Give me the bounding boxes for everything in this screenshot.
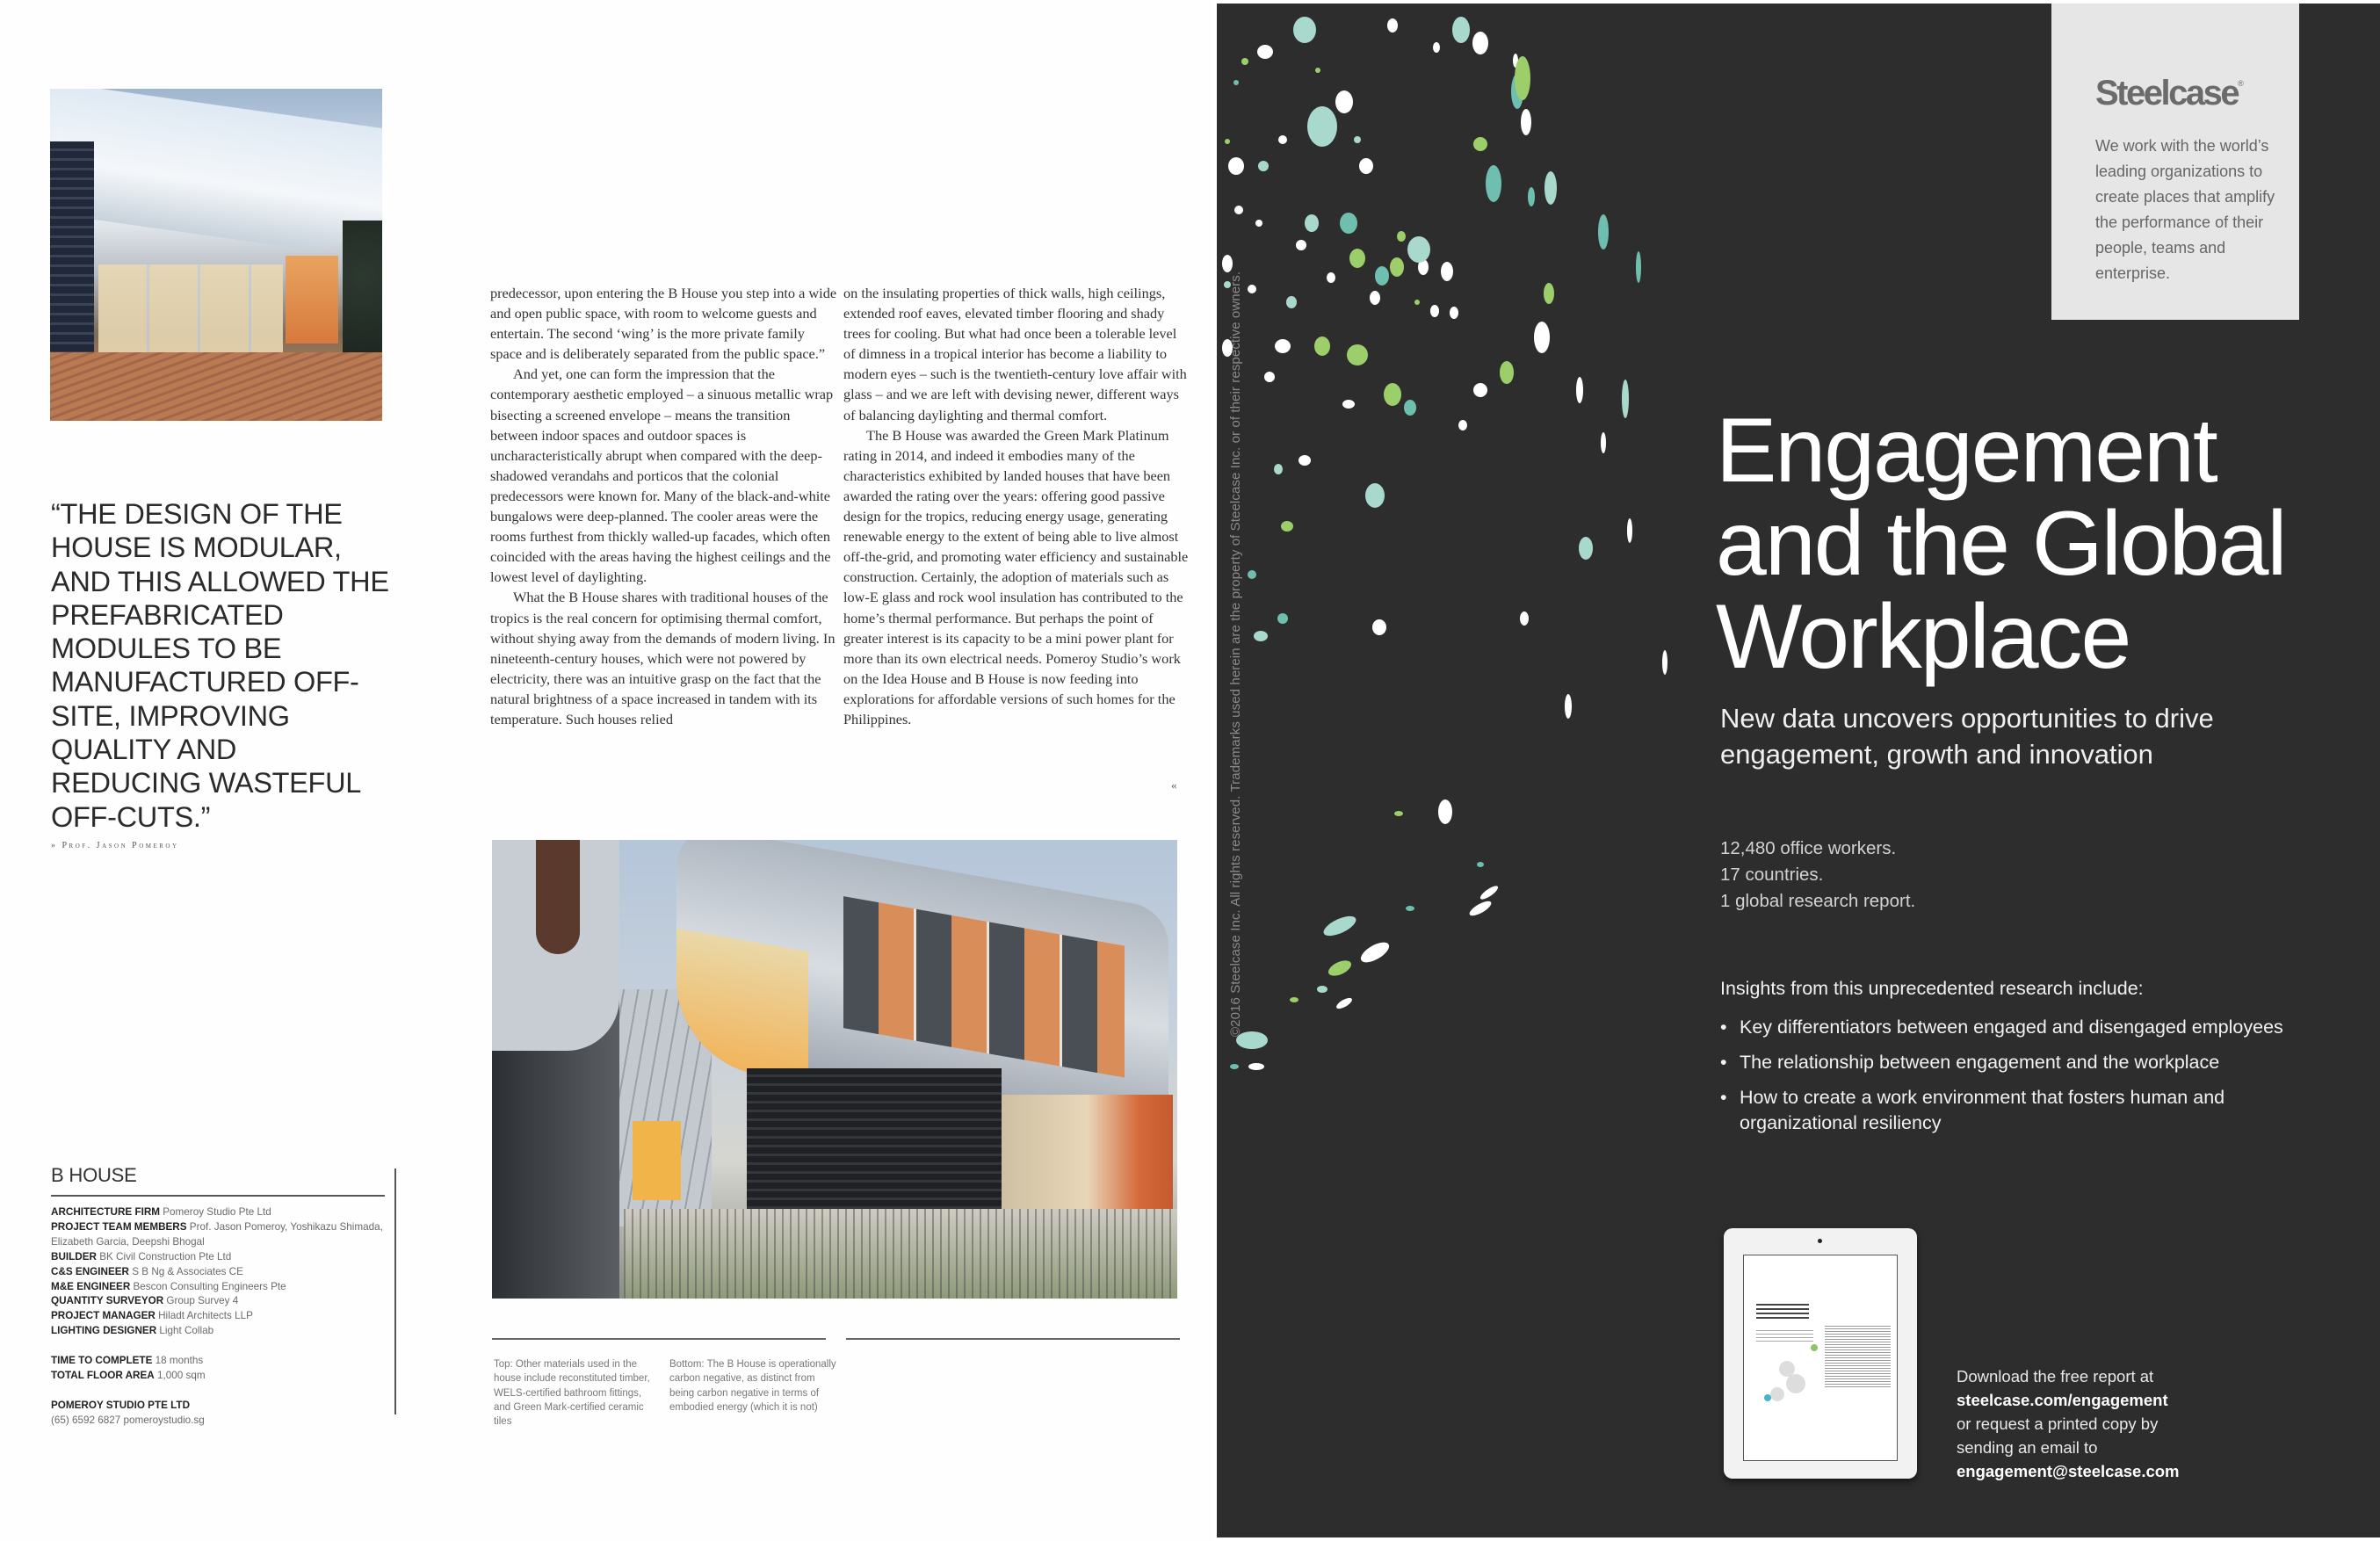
insight-item: • How to create a work environment that fosters human and organizational resiliency bbox=[1720, 1085, 2335, 1136]
insight-item: • Key differentiators between engaged and disengaged employees bbox=[1720, 1015, 2335, 1040]
photo-lit-wall-shape bbox=[286, 256, 338, 344]
quote-attribution: » Prof. Jason Pomeroy bbox=[51, 841, 179, 850]
steelcase-logo bbox=[2095, 74, 2244, 113]
tablet-camera-icon bbox=[1818, 1239, 1822, 1243]
studio-contact: (65) 6592 6827 pomeroystudio.sg bbox=[51, 1414, 205, 1426]
caption-divider bbox=[846, 1338, 1180, 1340]
pull-quote: “THE DESIGN OF THE HOUSE IS MODULAR, AND THIS ALLOWED THE PREFABRICATED MODULES TO BE MANUFACTURED OFF-SITE, IMPROVING QUALITY AND REDUCING WASTEFUL OFF-CUTS.” bbox=[51, 498, 389, 833]
credit-value: BK Civil Construction Pte Ltd bbox=[99, 1250, 232, 1262]
caption-divider bbox=[492, 1338, 826, 1340]
photo-trees-shape bbox=[343, 221, 382, 361]
paragraph: on the insulating properties of thick walls, high ceilings, extended roof eaves, elevated timber flooring and shady trees for cooling. But what had once been a tolerable level of dimness in a tropical interior has become a liability to modern eyes – such is the twentieth-century love affair with glass – and we are left with devising newer, different ways of balancing daylighting and thermal comfort. bbox=[843, 285, 1187, 423]
credit-value: Light Collab bbox=[159, 1325, 214, 1337]
headline-line: Engagement bbox=[1716, 400, 2217, 502]
spacer bbox=[51, 1339, 394, 1354]
insights-list bbox=[1720, 1015, 2335, 1146]
body-column-2 bbox=[843, 283, 1190, 729]
report-diagram-circle bbox=[1786, 1374, 1805, 1393]
credit-label: ARCHITECTURE FIRM bbox=[51, 1206, 161, 1218]
credit-value: S B Ng & Associates CE bbox=[132, 1265, 243, 1277]
report-body-lines bbox=[1825, 1326, 1891, 1387]
stat-value: 1,000 sqm bbox=[157, 1370, 206, 1382]
registered-mark-icon: ® bbox=[2238, 79, 2244, 88]
credit-label: C&S ENGINEER bbox=[51, 1265, 129, 1277]
credit-row bbox=[51, 1265, 394, 1280]
credit-value: Bescon Consulting Engineers Pte bbox=[133, 1280, 286, 1292]
insights-intro: Insights from this unprecedented research include: bbox=[1720, 978, 2144, 999]
photo-loop-inner-shape bbox=[536, 840, 580, 954]
fact-box-vertical-divider bbox=[394, 1168, 396, 1414]
credit-value: Pomeroy Studio Pte Ltd bbox=[163, 1206, 271, 1218]
headline-line: and the Global bbox=[1716, 493, 2286, 595]
credit-row bbox=[51, 1294, 394, 1309]
credit-value: Hiladt Architects LLP bbox=[158, 1310, 253, 1322]
photo-fence-shape bbox=[624, 1209, 1177, 1299]
ad-stats bbox=[1720, 836, 1915, 915]
tablet-report-mockup bbox=[1724, 1228, 1917, 1479]
brand-name: Steelcase bbox=[2095, 74, 2239, 112]
photo-left-wing-shape bbox=[492, 840, 619, 1299]
fact-box-title: B HOUSE bbox=[51, 1164, 137, 1186]
report-title-lines bbox=[1756, 1304, 1809, 1321]
report-diagram-circle bbox=[1770, 1387, 1784, 1401]
credit-label: M&E ENGINEER bbox=[51, 1280, 131, 1292]
copyright-notice: ©2016 Steelcase Inc. All rights reserved. Trademarks used herein are the property of Steelcase Inc. or of their respective owners. bbox=[1228, 271, 1243, 1037]
stat-row bbox=[51, 1354, 394, 1369]
credit-value: Group Survey 4 bbox=[166, 1295, 239, 1307]
download-text: or request a printed copy by bbox=[1957, 1414, 2159, 1433]
paragraph: The B House was awarded the Green Mark Platinum rating in 2014, and indeed it embodies many of the characteristics exhibited by landed houses that have been awarded the rating over the years: offering good passive design for the tropics, reducing energy usage, generating renewable energy to the extent of being able to live almost off-the-grid, and promoting water efficiency and sustainable construction. Certainly, the adoption of materials such as low-E glass and rock wool insulation has contributed to the home’s thermal performance. But perhaps the point of greater interest is its capacity to be a mini power plant for more than its own electrical needs. Pomeroy Studio’s work on the Idea House and B House is now feeding into explorations for affordable versions of such homes for the Philippines. bbox=[843, 426, 1189, 727]
stat-row bbox=[51, 1369, 394, 1384]
caption-bottom-photo: Bottom: The B House is operationally carbon negative, as distinct from being carbon negative in terms of embodied energy (which it is not) bbox=[669, 1359, 836, 1413]
credit-label: BUILDER bbox=[51, 1250, 97, 1262]
spacer bbox=[51, 1384, 394, 1399]
credit-label: LIGHTING DESIGNER bbox=[51, 1325, 157, 1337]
report-url-link[interactable]: steelcase.com/engagement bbox=[1957, 1391, 2168, 1409]
report-diagram-dot-blue bbox=[1764, 1394, 1771, 1401]
paragraph: And yet, one can form the impression that the contemporary aesthetic employed – a sinuous metallic wrap bisecting a screened envelope – means the transition between indoor spaces and outdoor spaces is uncharacteristically abrupt when compared with the deep-shadowed verandahs and porticos that the colonial predecessors were known for. Many of the black-and-white bungalows were deep-planned. The cooler areas were the rooms furthest from thickly walled-up facades, which often coincided with the areas having the highest ceilings and the lowest level of daylighting. bbox=[490, 365, 834, 586]
stat-line: 12,480 office workers. bbox=[1720, 838, 1897, 858]
studio-name: POMEROY STUDIO PTE LTD bbox=[51, 1399, 191, 1411]
paragraph: What the B House shares with traditional houses of the tropics is the real concern for optimising thermal comfort, without shying away from the demands of modern living. In nineteenth-century houses, which were not powered by electricity, there was an intuitive grasp on the fact that the natural brightness of a space increased in tandem with its temperature. Such houses relied bbox=[490, 589, 836, 727]
brand-tagline: We work with the world’s leading organizations to create places that amplify the performance of their people, teams and enterprise. bbox=[2095, 137, 2275, 282]
credit-row bbox=[51, 1309, 394, 1324]
download-text: Download the free report at bbox=[1957, 1367, 2154, 1385]
headline-line: Workplace bbox=[1716, 586, 2130, 688]
credit-row bbox=[51, 1250, 394, 1265]
end-of-article-mark: « bbox=[1171, 778, 1177, 792]
photo-lit-window-shape bbox=[633, 1121, 681, 1200]
stat-line: 17 countries. bbox=[1720, 865, 1824, 885]
body-column-1 bbox=[490, 283, 837, 729]
credit-label: QUANTITY SURVEYOR bbox=[51, 1295, 164, 1307]
download-cta bbox=[1957, 1364, 2180, 1483]
credit-row bbox=[51, 1220, 394, 1250]
credit-row bbox=[51, 1280, 394, 1295]
photo-windows-shape bbox=[843, 896, 1125, 1077]
stat-label: TIME TO COMPLETE bbox=[51, 1355, 153, 1367]
photo-terrace bbox=[50, 89, 382, 421]
photo-house-exterior bbox=[492, 840, 1177, 1299]
dotted-globe-graphic bbox=[1217, 4, 1674, 1146]
tablet-screen bbox=[1743, 1255, 1898, 1461]
credit-label: PROJECT MANAGER bbox=[51, 1310, 156, 1322]
paragraph: predecessor, upon entering the B House you step into a wide and open public space, with room to welcome guests and entertain. The second ‘wing’ is the more private family space and is deliberately separated from the public space.” bbox=[490, 285, 837, 363]
fact-box-divider bbox=[51, 1195, 385, 1197]
credit-row bbox=[51, 1324, 394, 1339]
photo-deck-shape bbox=[50, 352, 382, 421]
download-text: sending an email to bbox=[1957, 1438, 2098, 1457]
insight-item: • The relationship between engagement and the workplace bbox=[1720, 1050, 2335, 1075]
credit-row bbox=[51, 1205, 394, 1220]
stat-label: TOTAL FLOOR AREA bbox=[51, 1370, 155, 1382]
email-link[interactable]: engagement@steelcase.com bbox=[1957, 1462, 2180, 1480]
credit-value: Prof. Jason Pomeroy, Yoshikazu Shimada, Elizabeth Garcia, Deepshi Bhogal bbox=[51, 1220, 383, 1248]
credit-label: PROJECT TEAM MEMBERS bbox=[51, 1220, 187, 1233]
ad-headline bbox=[1716, 400, 2286, 688]
stat-value: 18 months bbox=[155, 1355, 204, 1367]
stat-line: 1 global research report. bbox=[1720, 891, 1916, 911]
brand-box bbox=[2051, 4, 2299, 320]
ad-subheadline: New data uncovers opportunities to drive engagement, growth and innovation bbox=[1720, 703, 2214, 770]
caption-top-photo: Top: Other materials used in the house include reconstituted timber, WELS-certified bathroom fittings, and Green Mark-certified ceramic tiles bbox=[494, 1359, 650, 1428]
report-lead-lines bbox=[1756, 1330, 1813, 1344]
photo-canopy-shape bbox=[50, 89, 382, 263]
report-diagram-dot-green bbox=[1811, 1344, 1818, 1351]
fact-box-credits bbox=[51, 1205, 394, 1429]
